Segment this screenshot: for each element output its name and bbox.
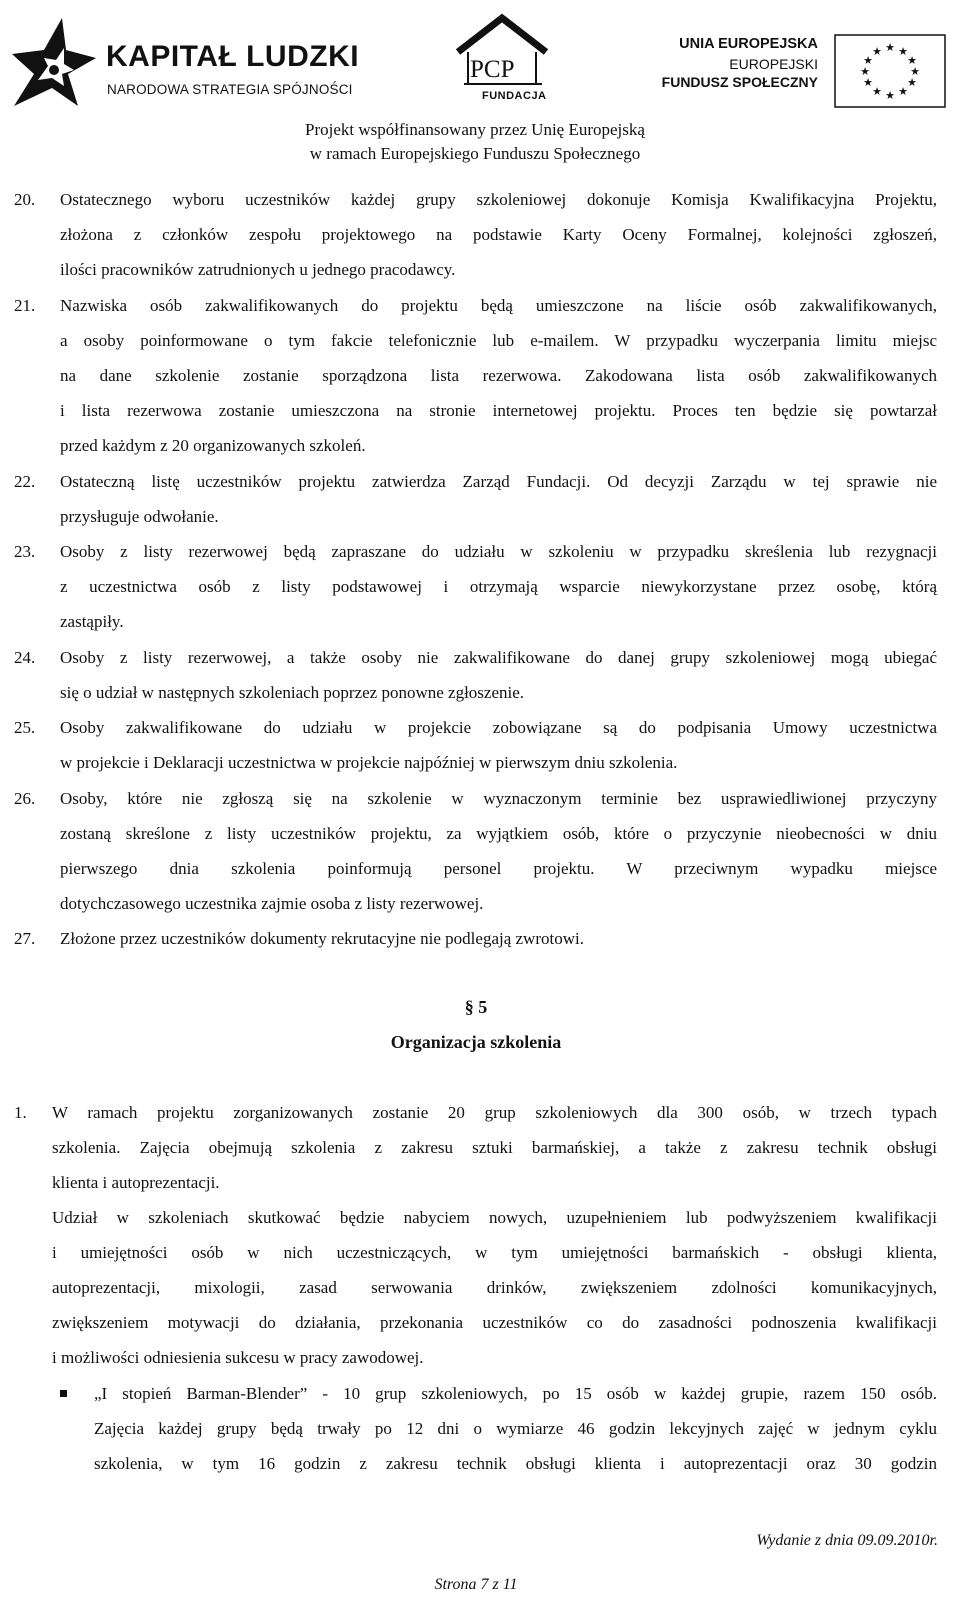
paragraph-line: autoprezentacji, mixologii, zasad serwowania drinków, zwiększeniem zdolności komunikacyjnych, xyxy=(52,1278,937,1297)
item-line: a osoby poinformowane o tym fakcie telefonicznie lub e-mailem. W przypadku wyczerpania limitu miejsc xyxy=(60,331,937,350)
svg-text:★: ★ xyxy=(872,85,882,98)
item-line: złożona z członków zespołu projektowego na podstawie Karty Oceny Formalnej, kolejności zgłoszeń, xyxy=(60,225,937,244)
item-line: W ramach projektu zorganizowanych zostanie 20 grup szkoleniowych dla 300 osób, w trzech typach xyxy=(52,1103,937,1122)
bullet-line: szkolenia, w tym 16 godzin z zakresu technik obsługi klienta i autoprezentacji oraz 30 godzin xyxy=(94,1454,937,1473)
item-line: ilości pracowników zatrudnionych u jednego pracodawcy. xyxy=(60,260,456,279)
item-line: szkolenia. Zajęcia obejmują szkolenia z zakresu sztuki barmańskiej, a także z zakresu technik obsługi xyxy=(52,1138,937,1157)
pcp-text: PCP xyxy=(470,56,515,83)
item-line: przysługuje odwołanie. xyxy=(60,507,219,526)
svg-text:★: ★ xyxy=(885,41,895,54)
item-number: 1. xyxy=(14,1103,27,1122)
item-number: 25. xyxy=(14,718,36,737)
svg-text:★: ★ xyxy=(898,45,908,58)
svg-text:★: ★ xyxy=(907,54,917,67)
unia-europejska-logo xyxy=(661,34,946,108)
svg-text:★: ★ xyxy=(863,54,873,67)
item-line: Ostateczną listę uczestników projektu zatwierdza Zarząd Fundacji. Od decyzji Zarządu w tej sprawie nie xyxy=(60,472,937,491)
kapital-ludzki-logo xyxy=(4,14,360,110)
item-number: 26. xyxy=(14,789,36,808)
item-line: pierwszego dnia szkolenia poinformują personel projektu. W przeciwnym wypadku miejsce xyxy=(60,859,937,878)
page-number: Strona 7 z 11 xyxy=(434,1576,518,1593)
item-line: klienta i autoprezentacji. xyxy=(52,1173,220,1192)
paragraph-line: i możliwości odniesienia sukcesu w pracy zawodowej. xyxy=(52,1348,424,1367)
ue-line-3: FUNDUSZ SPOŁECZNY xyxy=(661,74,818,90)
svg-text:★: ★ xyxy=(863,76,873,89)
item-line: Ostatecznego wyboru uczestników każdej grupy szkoleniowej dokonuje Komisja Kwalifikacyjna Projektu, xyxy=(60,190,937,209)
item-line: Złożone przez uczestników dokumenty rekrutacyjne nie podlegają zwrotowi. xyxy=(60,929,584,948)
item-line: na dane szkolenie zostanie sporządzona lista rezerwowa. Zakodowana lista osób zakwalifikowanych xyxy=(60,366,937,385)
item-number: 23. xyxy=(14,542,36,561)
bullet-line: „I stopień Barman-Blender” - 10 grup szkoleniowych, po 15 osób w każdej grupie, razem 150 osób. xyxy=(94,1384,937,1403)
item-number: 22. xyxy=(14,472,36,491)
item-line: zostaną skreślone z listy uczestników projektu, za wyjątkiem osób, które o przyczynie nieobecności w dniu xyxy=(60,824,937,843)
ue-line-2: EUROPEJSKI xyxy=(729,56,818,72)
item-line: Nazwiska osób zakwalifikowanych do projektu będą umieszczone na liście osób zakwalifikowanych, xyxy=(60,296,937,315)
square-bullet-icon xyxy=(60,1390,67,1397)
item-line: z uczestnictwa osób z listy podstawowej i otrzymają wsparcie niewykorzystane przez osobę, którą xyxy=(60,577,937,596)
project-funding-line-1: Projekt współfinansowany przez Unię Europejską xyxy=(305,120,645,139)
svg-text:★: ★ xyxy=(910,65,920,78)
svg-text:★: ★ xyxy=(872,45,882,58)
eu-flag-icon xyxy=(834,34,946,108)
pcp-fundacja-logo xyxy=(452,12,552,102)
item-number: 24. xyxy=(14,648,36,667)
item-line: przed każdym z 20 organizowanych szkoleń. xyxy=(60,436,366,455)
bullet-line: Zajęcia każdej grupy będą trwały po 12 dni o wymiarze 46 godzin lekcyjnych zajęć w jednym cyklu xyxy=(94,1419,937,1438)
item-number: 27. xyxy=(14,929,36,948)
paragraph-line: i umiejętności osób w nich uczestniczących, w tym umiejętności barmańskich - obsługi klienta, xyxy=(52,1243,937,1262)
paragraph-line: zwiększeniem motywacji do działania, przekonania uczestników co do zasadności podnoszenia kwalifikacji xyxy=(52,1313,937,1332)
item-number: 20. xyxy=(14,190,36,209)
svg-text:★: ★ xyxy=(885,89,895,102)
item-line: się o udział w następnych szkoleniach poprzez ponowne zgłoszenie. xyxy=(60,683,525,702)
project-funding-line-2: w ramach Europejskiego Funduszu Społecznego xyxy=(309,144,641,163)
kapital-ludzki-subtitle: NARODOWA STRATEGIA SPÓJNOŚCI xyxy=(107,82,353,97)
item-line: Osoby, które nie zgłoszą się na szkolenie w wyznaczonym terminie bez usprawiedliwionej przyczyny xyxy=(60,789,937,808)
section-symbol: § 5 xyxy=(464,997,488,1017)
svg-text:★: ★ xyxy=(898,85,908,98)
item-line: Osoby z listy rezerwowej, a także osoby nie zakwalifikowane do danej grupy szkoleniowej mogą ubiegać xyxy=(60,648,937,667)
edition-date: Wydanie z dnia 09.09.2010r. xyxy=(756,1532,938,1549)
kapital-ludzki-star-icon xyxy=(4,14,100,110)
paragraph-line: Udział w szkoleniach skutkować będzie nabyciem nowych, uzupełnieniem lub podwyższeniem kwalifikacji xyxy=(52,1208,937,1227)
item-line: w projekcie i Deklaracji uczestnictwa w projekcie najpóźniej w pierwszym dniu szkolenia. xyxy=(60,753,678,772)
section-title: Organizacja szkolenia xyxy=(390,1032,562,1052)
item-line: zastąpiły. xyxy=(60,612,124,631)
item-line: Osoby z listy rezerwowej będą zapraszane do udziału w szkoleniu w przypadku skreślenia lub rezygnacji xyxy=(60,542,937,561)
item-number: 21. xyxy=(14,296,36,315)
svg-text:★: ★ xyxy=(907,76,917,89)
svg-text:★: ★ xyxy=(860,65,870,78)
item-line: Osoby zakwalifikowane do udziału w projekcie zobowiązane są do podpisania Umowy uczestnictwa xyxy=(60,718,937,737)
kapital-ludzki-title: KAPITAŁ LUDZKI xyxy=(106,40,360,73)
ue-line-1: UNIA EUROPEJSKA xyxy=(679,36,818,52)
item-line: dotychczasowego uczestnika zajmie osoba z listy rezerwowej. xyxy=(60,894,484,913)
pcp-fundacja-text: FUNDACJA xyxy=(482,90,547,102)
item-line: i lista rezerwowa zostanie umieszczona na stronie internetowej projektu. Proces ten będzie się powtarzał xyxy=(60,401,937,420)
